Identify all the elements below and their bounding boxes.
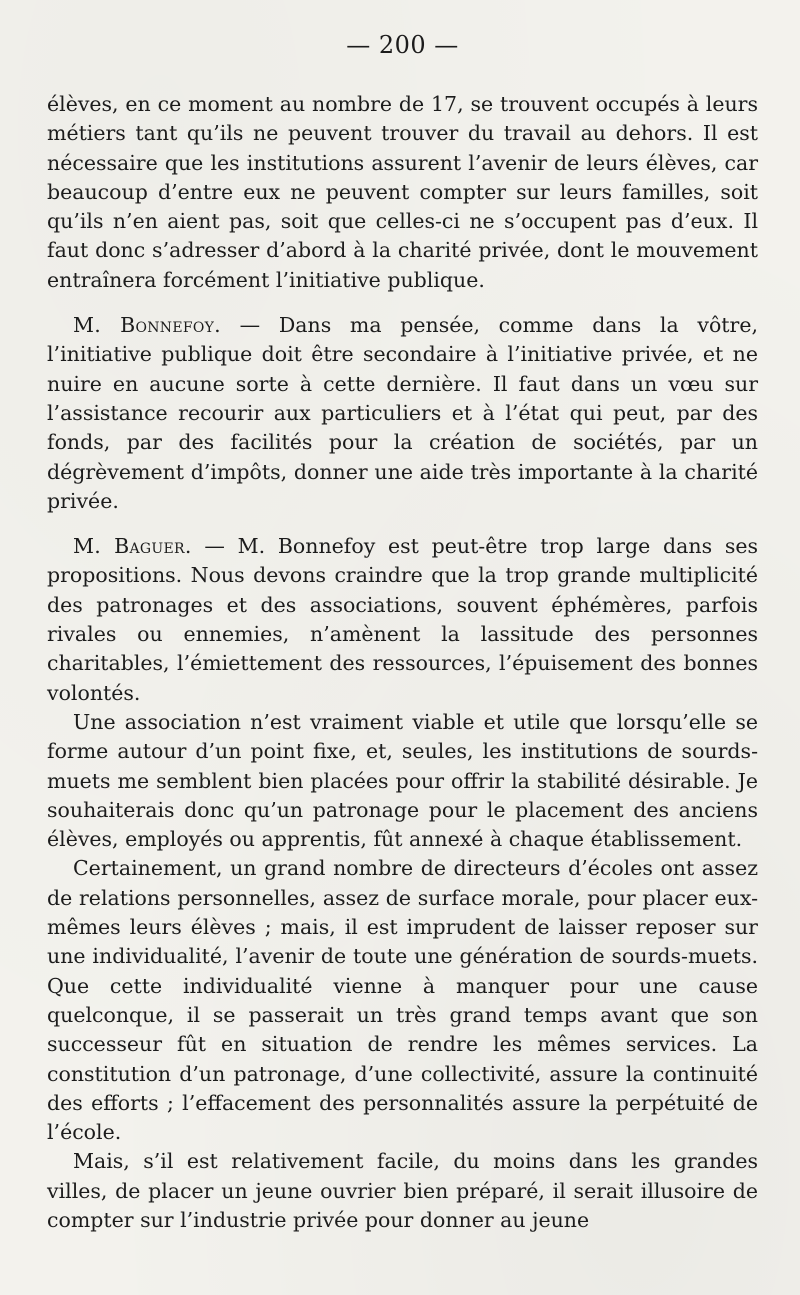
paragraph-text: élèves, en ce moment au nombre de 17, se trouvent occupés à leurs métiers tant qu’ils ne peuvent trouver du travail au dehors. Il est nécessaire que les institutions assurent l’avenir de leurs élèves, car beaucoup d’entre eux ne peuvent compter sur leurs familles, soit qu’ils n’en aient pas, soit que celles-ci ne s’occupent pas d’eux. Il faut donc s’adresser d’abord à la charité privée, dont le mouvement entraînera forcément l’initiative publique. bbox=[47, 92, 758, 292]
paragraph-4 bbox=[47, 708, 758, 854]
paragraph-text: Certainement, un grand nombre de directeurs d’écoles ont assez de relations personnelles, assez de surface morale, pour placer eux-mêmes leurs élèves ; mais, il est imprudent de laisser reposer sur une individualité, l’avenir de toute une génération de sourds-muets. Que cette individualité vienne à manquer pour une cause quelconque, il se passerait un très grand temps avant que son successeur fût en situation de rendre les mêmes services. La constitution d’un patronage, d’une collectivité, assure la continuité des efforts ; l’effacement des personnalités assure la perpétuité de l’école. bbox=[47, 856, 758, 1145]
paragraph-5 bbox=[47, 854, 758, 1147]
dialogue-dash: — bbox=[191, 534, 238, 559]
paragraph-6 bbox=[47, 1147, 758, 1235]
speaker-name: M. Baguer. bbox=[73, 534, 192, 559]
speaker-name: M. Bonnefoy. bbox=[73, 313, 221, 338]
dialogue-dash: — bbox=[221, 313, 279, 338]
paragraph-1 bbox=[47, 90, 758, 295]
paragraph-text: Dans ma pensée, comme dans la vôtre, l’initiative publique doit être secondaire à l’initiative privée, et ne nuire en aucune sorte à cette dernière. Il faut dans un vœu sur l’assistance recourir aux particuliers et à l’état qui peut, par des fonds, par des facilités pour la création de sociétés, par un dégrèvement d’impôts, donner une aide très importante à la charité privée. bbox=[47, 313, 758, 513]
paragraph-text: Mais, s’il est relativement facile, du moins dans les grandes villes, de placer un jeune ouvrier bien préparé, il serait illusoire de compter sur l’industrie privée pour donner au jeune bbox=[47, 1149, 758, 1232]
paragraph-text: M. Bonnefoy est peut-être trop large dans ses propositions. Nous devons craindre que la trop grande multiplicité des patronages et des associations, souvent éphémères, parfois rivales ou ennemies, n’amènent la lassitude des personnes charitables, l’émiettement des ressources, l’épuisement des bonnes volontés. bbox=[47, 534, 758, 705]
paragraph-2 bbox=[47, 311, 758, 516]
paragraph-3 bbox=[47, 532, 758, 708]
page-number: — 200 — bbox=[346, 31, 459, 59]
paragraph-text: Une association n’est vraiment viable et utile que lorsqu’elle se forme autour d’un point fixe, et, seules, les institutions de sourds-muets me semblent bien placées pour offrir la stabilité désirable. Je souhaiterais donc qu’un patronage pour le placement des anciens élèves, employés ou apprentis, fût annexé à chaque établissement. bbox=[47, 709, 758, 852]
